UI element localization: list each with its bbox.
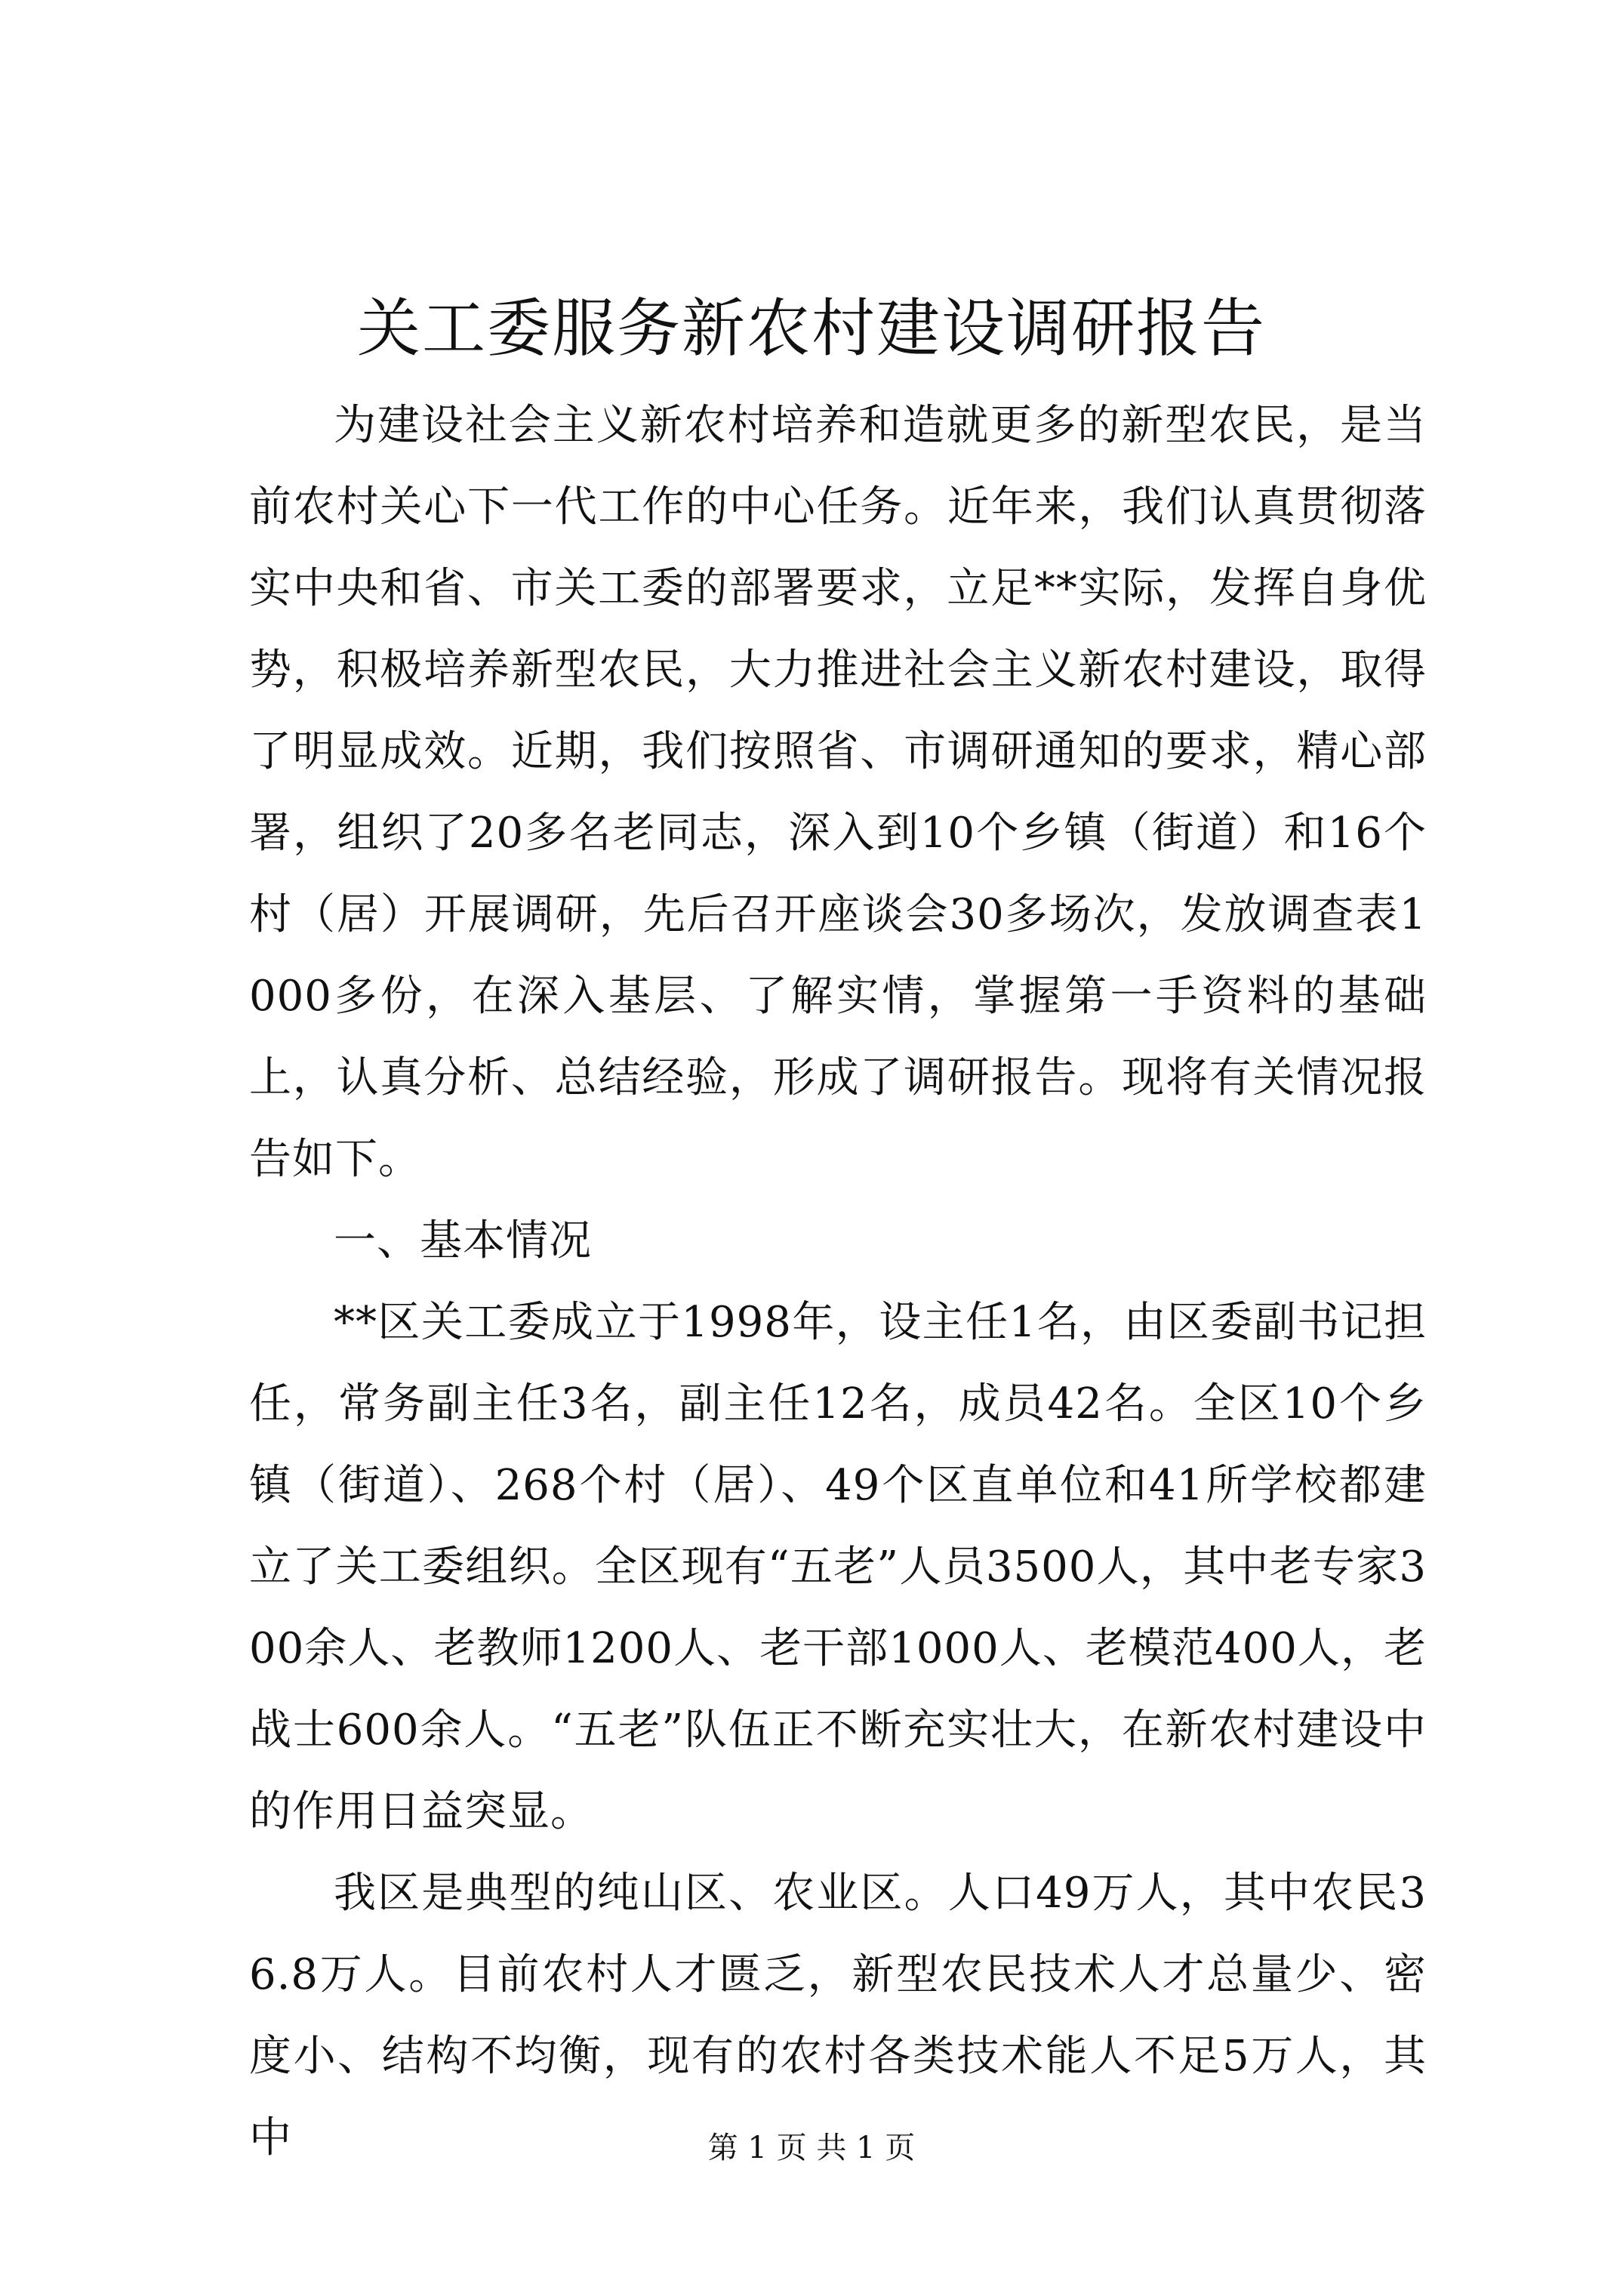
page-number-footer: 第 1 页 共 1 页 [707, 2131, 916, 2165]
intro-paragraph: 为建设社会主义新农村培养和造就更多的新型农民，是当前农村关心下一代工作的中心任务。近年来，我们认真贯彻落实中央和省、市关工委的部署要求，立足**实际，发挥自身优势，积极培养新型农民，大力推进社会主义新农村建设，取得了明显成效。近期，我们按照省、市调研通知的要求，精心部署，组织了20多名老同志，深入到10个乡镇（街道）和16个村（居）开展调研，先后召开座谈会30多场次，发放调查表1000多份，在深入基层、了解实情，掌握第一手资料的基础上，认真分析、总结经验，形成了调研报告。现将有关情况报告如下。 [249, 401, 1427, 1184]
document-body [249, 385, 1427, 2179]
district-paragraph: 我区是典型的纯山区、农业区。人口49万人，其中农民36.8万人。目前农村人才匮乏，新型农民技术人才总量少、密度小、结构不均衡，现有的农村各类技术能人不足5万人，其中 [249, 1869, 1427, 2162]
document-title: 关工委服务新农村建设调研报告 [356, 291, 1266, 365]
section-heading: 一、基本情况 [334, 1216, 592, 1265]
basic-info-paragraph: **区关工委成立于1998年，设主任1名，由区委副书记担任，常务副主任3名，副主任12名，成员42名。全区10个乡镇（街道）、268个村（居）、49个区直单位和41所学校都建立了关工委组织。全区现有“五老”人员3500人，其中老专家300余人、老教师1200人、老干部1000人、老模范400人，老战士600余人。“五老”队伍正不断充实壮大，在新农村建设中的作用日益突显。 [249, 1298, 1427, 1836]
